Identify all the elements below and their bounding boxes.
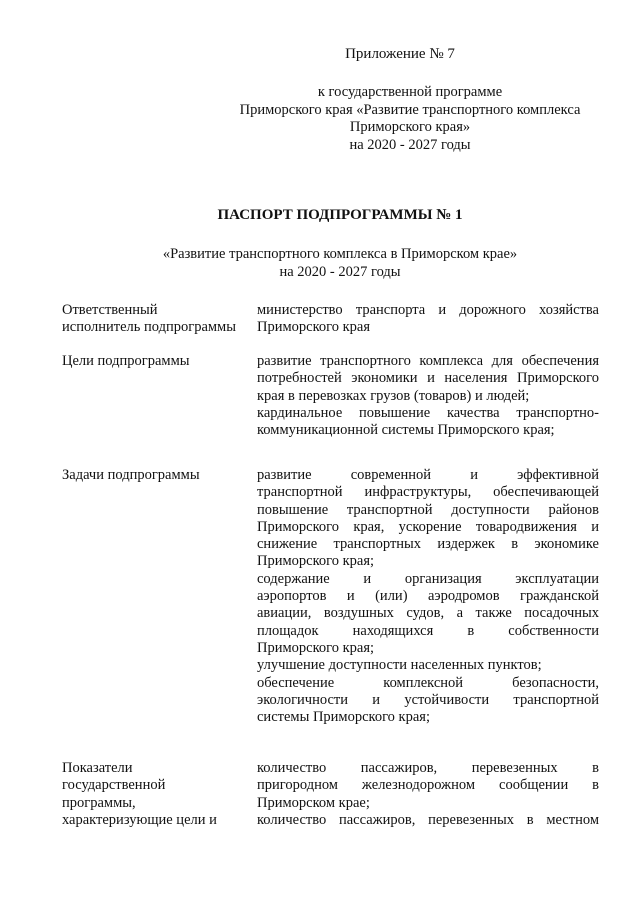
row-value-line: площадок находящихся в собственности xyxy=(257,622,599,639)
row-value-line: системы Приморского края; xyxy=(257,709,430,726)
row-label-tasks xyxy=(62,467,252,484)
program-ref-line: Приморского края» xyxy=(349,119,471,136)
row-value-line: пригородном железнодорожном сообщении в xyxy=(257,777,599,794)
row-value-line: министерство транспорта и дорожного хозяйства xyxy=(257,302,599,318)
row-value-goals xyxy=(257,353,599,439)
row-value-line: транспортной инфраструктуры, обеспечивающей xyxy=(257,484,599,501)
row-value-line: коммуникационной системы Приморского края; xyxy=(257,422,555,439)
row-value-line: обеспечение комплексной безопасности, xyxy=(257,674,599,691)
row-label-line: характеризующие цели и xyxy=(62,811,217,828)
row-label-line: программы, xyxy=(62,794,136,811)
row-label-responsible xyxy=(62,302,252,337)
row-value-line: развитие транспортного комплекса для обеспечения xyxy=(257,353,599,369)
row-value-line: Приморского края xyxy=(257,319,371,336)
program-ref-line: к государственной программе xyxy=(317,84,503,100)
row-value-line: экологичности и устойчивости транспортной xyxy=(257,691,599,708)
program-reference xyxy=(200,84,620,154)
row-value-line: количество пассажиров, перевезенных в местном xyxy=(257,811,599,828)
program-ref-line: Приморского края «Развитие транспортного комплекса xyxy=(239,101,581,118)
row-label-goals xyxy=(62,353,252,370)
row-value-line: развитие современной и эффективной xyxy=(257,467,599,483)
row-value-tasks xyxy=(257,467,599,726)
row-label-line: Ответственный xyxy=(62,302,158,318)
appendix-title: Приложение № 7 xyxy=(345,46,455,62)
row-label-line: Показатели xyxy=(62,760,133,776)
row-value-line: кардинальное повышение качества транспортно- xyxy=(257,404,599,421)
row-label-line: Цели подпрограммы xyxy=(62,353,190,369)
row-value-line: потребностей экономики и населения Приморского xyxy=(257,370,599,387)
row-value-line: аэропортов и (или) аэродромов гражданской xyxy=(257,588,599,605)
row-value-line: количество пассажиров, перевезенных в xyxy=(257,760,599,776)
row-value-responsible xyxy=(257,302,599,337)
row-label-line: исполнитель подпрограммы xyxy=(62,319,236,336)
subprogram-name xyxy=(110,246,570,281)
row-value-line: авиации, воздушных судов, а также посадочных xyxy=(257,605,599,622)
row-value-line: края в перевозках грузов (товаров) и людей; xyxy=(257,387,530,404)
subprogram-name-line: «Развитие транспортного комплекса в Приморском крае» xyxy=(162,246,518,262)
row-value-line: Приморского края; xyxy=(257,553,375,570)
row-label-line: Задачи подпрограммы xyxy=(62,467,200,483)
row-value-line: содержание и организация эксплуатации xyxy=(257,570,599,587)
row-value-line: Приморского края; xyxy=(257,639,375,656)
row-value-line: повышение транспортной доступности районов xyxy=(257,501,599,518)
row-value-line: Приморского края, ускорение товародвижения и xyxy=(257,518,599,535)
row-value-line: снижение транспортных издержек в экономике xyxy=(257,536,599,553)
row-label-line: государственной xyxy=(62,777,166,794)
passport-title: ПАСПОРТ ПОДПРОГРАММЫ № 1 xyxy=(217,207,463,223)
row-value-line: улучшение доступности населенных пунктов; xyxy=(257,657,542,674)
row-value-line: Приморском крае; xyxy=(257,794,370,811)
program-ref-line: на 2020 - 2027 годы xyxy=(349,136,471,153)
row-value-indicators xyxy=(257,760,599,829)
row-label-indicators xyxy=(62,760,252,829)
subprogram-name-line: на 2020 - 2027 годы xyxy=(279,263,401,280)
